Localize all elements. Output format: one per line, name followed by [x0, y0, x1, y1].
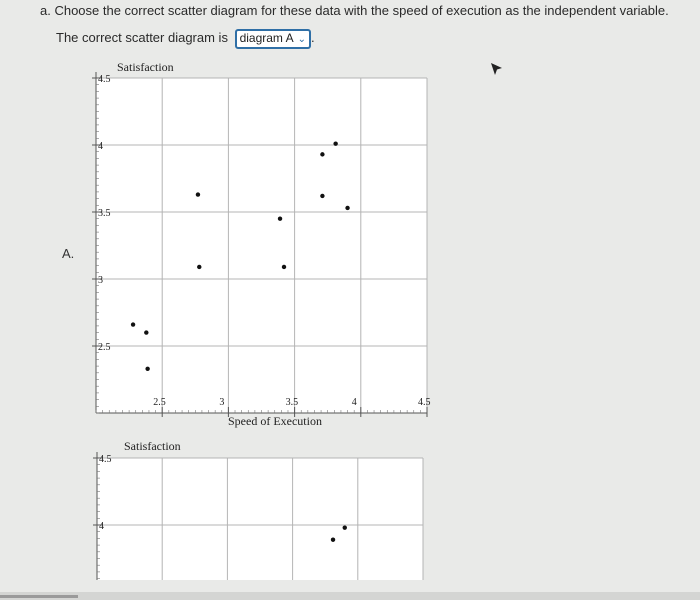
data-point [331, 538, 335, 542]
y-axis-label: Satisfaction [117, 60, 174, 74]
y-tick-label: 2.5 [98, 342, 111, 353]
y-tick-label: 3.5 [98, 208, 111, 219]
y-axis-label: Satisfaction [124, 439, 181, 453]
y-tick-label: 3 [98, 275, 103, 286]
x-tick-label: 4 [351, 397, 357, 408]
x-tick-label: 4.5 [418, 397, 431, 408]
x-tick-label: 3.5 [285, 397, 299, 408]
y-tick-label: 4 [99, 521, 104, 532]
y-tick-label: 4.5 [98, 74, 111, 85]
y-tick-label: 4.5 [99, 454, 112, 465]
x-tick-label: 3 [219, 397, 225, 408]
diagram-select-value: diagram A [239, 31, 294, 45]
plot-area [97, 458, 423, 580]
chevron-down-icon: ⌄ [297, 34, 306, 45]
option-a-label: A. [62, 246, 75, 261]
answer-suffix: . [311, 30, 315, 45]
scrollbar-thumb[interactable] [0, 595, 78, 598]
question-text: a. Choose the correct scatter diagram for these data with the speed of execution as the independent variable. [40, 3, 669, 18]
answer-prefix: The correct scatter diagram is [56, 30, 228, 45]
bottom-scrollbar[interactable] [0, 592, 700, 600]
y-tick-label: 4 [98, 141, 103, 152]
x-tick-label: 2.5 [153, 397, 166, 408]
data-point [343, 525, 347, 529]
x-axis-label: Speed of Execution [228, 414, 322, 428]
